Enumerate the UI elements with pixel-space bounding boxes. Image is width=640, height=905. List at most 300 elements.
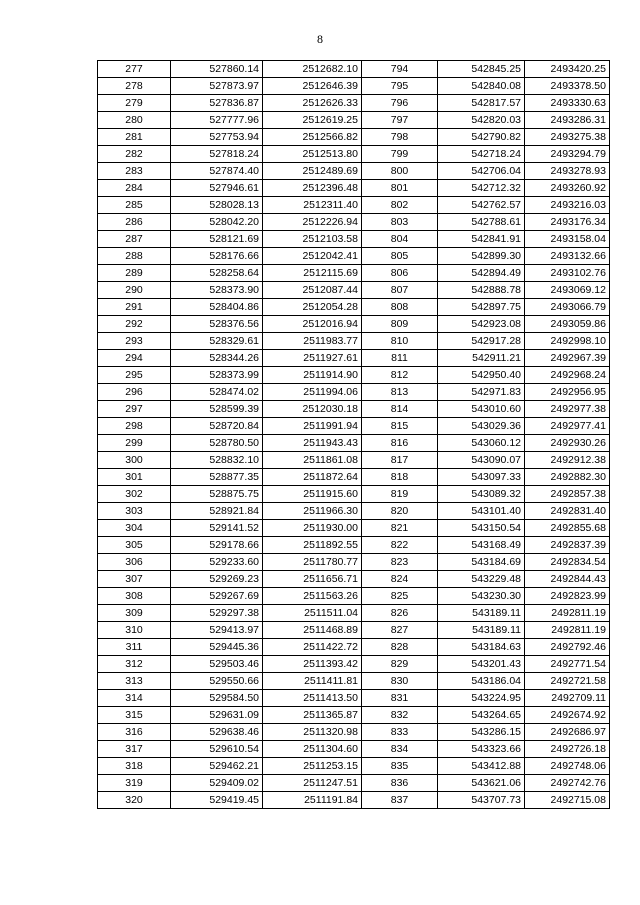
y-coordinate-right-cell: 2492930.26 <box>525 435 610 452</box>
x-coordinate-right-cell: 542923.08 <box>438 316 525 333</box>
x-coordinate-right-cell: 543201.43 <box>438 656 525 673</box>
point-number-left-cell: 302 <box>98 486 171 503</box>
table-row <box>98 673 610 690</box>
point-number-right-cell: 810 <box>362 333 438 350</box>
point-number-right-cell: 818 <box>362 469 438 486</box>
x-coordinate-left-cell: 528344.26 <box>171 350 263 367</box>
y-coordinate-right-cell: 2493260.92 <box>525 180 610 197</box>
y-coordinate-left-cell: 2511780.77 <box>263 554 362 571</box>
point-number-left-cell: 291 <box>98 299 171 316</box>
table-row <box>98 758 610 775</box>
y-coordinate-right-cell: 2493069.12 <box>525 282 610 299</box>
point-number-left-cell: 305 <box>98 537 171 554</box>
y-coordinate-right-cell: 2493294.79 <box>525 146 610 163</box>
point-number-right-cell: 798 <box>362 129 438 146</box>
y-coordinate-right-cell: 2493158.04 <box>525 231 610 248</box>
point-number-left-cell: 289 <box>98 265 171 282</box>
y-coordinate-right-cell: 2493132.66 <box>525 248 610 265</box>
y-coordinate-right-cell: 2493102.76 <box>525 265 610 282</box>
x-coordinate-left-cell: 527818.24 <box>171 146 263 163</box>
table-row <box>98 333 610 350</box>
point-number-right-cell: 799 <box>362 146 438 163</box>
x-coordinate-left-cell: 529638.46 <box>171 724 263 741</box>
x-coordinate-left-cell: 529462.21 <box>171 758 263 775</box>
table-row <box>98 656 610 673</box>
x-coordinate-left-cell: 528832.10 <box>171 452 263 469</box>
table-row <box>98 775 610 792</box>
table-row <box>98 367 610 384</box>
point-number-left-cell: 303 <box>98 503 171 520</box>
point-number-left-cell: 312 <box>98 656 171 673</box>
x-coordinate-left-cell: 528921.84 <box>171 503 263 520</box>
y-coordinate-left-cell: 2511247.51 <box>263 775 362 792</box>
point-number-right-cell: 797 <box>362 112 438 129</box>
x-coordinate-right-cell: 542788.61 <box>438 214 525 231</box>
y-coordinate-left-cell: 2511872.64 <box>263 469 362 486</box>
y-coordinate-left-cell: 2511914.90 <box>263 367 362 384</box>
y-coordinate-left-cell: 2512626.33 <box>263 95 362 112</box>
x-coordinate-right-cell: 543230.30 <box>438 588 525 605</box>
x-coordinate-left-cell: 528599.39 <box>171 401 263 418</box>
x-coordinate-right-cell: 542712.32 <box>438 180 525 197</box>
x-coordinate-right-cell: 543323.66 <box>438 741 525 758</box>
y-coordinate-right-cell: 2492855.68 <box>525 520 610 537</box>
x-coordinate-right-cell: 542971.83 <box>438 384 525 401</box>
x-coordinate-left-cell: 527946.61 <box>171 180 263 197</box>
point-number-left-cell: 299 <box>98 435 171 452</box>
x-coordinate-left-cell: 529419.45 <box>171 792 263 809</box>
point-number-right-cell: 819 <box>362 486 438 503</box>
y-coordinate-right-cell: 2492721.58 <box>525 673 610 690</box>
y-coordinate-right-cell: 2492715.08 <box>525 792 610 809</box>
table-row <box>98 350 610 367</box>
y-coordinate-left-cell: 2511253.15 <box>263 758 362 775</box>
table-row <box>98 231 610 248</box>
point-number-right-cell: 809 <box>362 316 438 333</box>
point-number-left-cell: 281 <box>98 129 171 146</box>
point-number-left-cell: 295 <box>98 367 171 384</box>
point-number-right-cell: 800 <box>362 163 438 180</box>
x-coordinate-left-cell: 529631.09 <box>171 707 263 724</box>
x-coordinate-right-cell: 543168.49 <box>438 537 525 554</box>
table-row <box>98 180 610 197</box>
x-coordinate-left-cell: 528028.13 <box>171 197 263 214</box>
table-row <box>98 792 610 809</box>
x-coordinate-left-cell: 528404.86 <box>171 299 263 316</box>
table-row <box>98 214 610 231</box>
point-number-right-cell: 817 <box>362 452 438 469</box>
y-coordinate-left-cell: 2511393.42 <box>263 656 362 673</box>
y-coordinate-right-cell: 2492748.06 <box>525 758 610 775</box>
point-number-left-cell: 320 <box>98 792 171 809</box>
table-row <box>98 486 610 503</box>
point-number-left-cell: 301 <box>98 469 171 486</box>
point-number-right-cell: 823 <box>362 554 438 571</box>
y-coordinate-right-cell: 2492686.97 <box>525 724 610 741</box>
point-number-left-cell: 283 <box>98 163 171 180</box>
x-coordinate-left-cell: 528875.75 <box>171 486 263 503</box>
y-coordinate-right-cell: 2493278.93 <box>525 163 610 180</box>
y-coordinate-right-cell: 2492811.19 <box>525 605 610 622</box>
x-coordinate-left-cell: 529178.66 <box>171 537 263 554</box>
point-number-right-cell: 806 <box>362 265 438 282</box>
x-coordinate-left-cell: 528176.66 <box>171 248 263 265</box>
x-coordinate-right-cell: 542718.24 <box>438 146 525 163</box>
point-number-left-cell: 316 <box>98 724 171 741</box>
x-coordinate-right-cell: 542762.57 <box>438 197 525 214</box>
point-number-left-cell: 310 <box>98 622 171 639</box>
y-coordinate-left-cell: 2511991.94 <box>263 418 362 435</box>
x-coordinate-right-cell: 543089.32 <box>438 486 525 503</box>
y-coordinate-left-cell: 2512115.69 <box>263 265 362 282</box>
x-coordinate-right-cell: 543010.60 <box>438 401 525 418</box>
point-number-right-cell: 796 <box>362 95 438 112</box>
table-row <box>98 503 610 520</box>
x-coordinate-right-cell: 543029.36 <box>438 418 525 435</box>
y-coordinate-right-cell: 2493420.25 <box>525 61 610 78</box>
table-row <box>98 316 610 333</box>
y-coordinate-right-cell: 2493176.34 <box>525 214 610 231</box>
y-coordinate-left-cell: 2511304.60 <box>263 741 362 758</box>
x-coordinate-right-cell: 543150.54 <box>438 520 525 537</box>
point-number-left-cell: 278 <box>98 78 171 95</box>
point-number-right-cell: 830 <box>362 673 438 690</box>
point-number-right-cell: 824 <box>362 571 438 588</box>
point-number-right-cell: 829 <box>362 656 438 673</box>
y-coordinate-left-cell: 2511983.77 <box>263 333 362 350</box>
point-number-right-cell: 815 <box>362 418 438 435</box>
table-row <box>98 452 610 469</box>
y-coordinate-left-cell: 2512103.58 <box>263 231 362 248</box>
x-coordinate-right-cell: 542950.40 <box>438 367 525 384</box>
x-coordinate-left-cell: 528042.20 <box>171 214 263 231</box>
y-coordinate-right-cell: 2492844.43 <box>525 571 610 588</box>
y-coordinate-left-cell: 2512619.25 <box>263 112 362 129</box>
table-row <box>98 282 610 299</box>
y-coordinate-left-cell: 2511511.04 <box>263 605 362 622</box>
point-number-right-cell: 837 <box>362 792 438 809</box>
x-coordinate-right-cell: 543264.65 <box>438 707 525 724</box>
table-row <box>98 197 610 214</box>
table-row <box>98 588 610 605</box>
x-coordinate-right-cell: 542888.78 <box>438 282 525 299</box>
y-coordinate-right-cell: 2492967.39 <box>525 350 610 367</box>
table-row <box>98 163 610 180</box>
x-coordinate-right-cell: 543184.63 <box>438 639 525 656</box>
x-coordinate-left-cell: 529233.60 <box>171 554 263 571</box>
x-coordinate-right-cell: 543186.04 <box>438 673 525 690</box>
x-coordinate-left-cell: 529445.36 <box>171 639 263 656</box>
x-coordinate-left-cell: 527753.94 <box>171 129 263 146</box>
point-number-right-cell: 832 <box>362 707 438 724</box>
table-row <box>98 520 610 537</box>
x-coordinate-right-cell: 543184.69 <box>438 554 525 571</box>
point-number-left-cell: 287 <box>98 231 171 248</box>
y-coordinate-left-cell: 2512566.82 <box>263 129 362 146</box>
x-coordinate-right-cell: 542845.25 <box>438 61 525 78</box>
y-coordinate-left-cell: 2512489.69 <box>263 163 362 180</box>
x-coordinate-left-cell: 527777.96 <box>171 112 263 129</box>
table-row <box>98 299 610 316</box>
y-coordinate-left-cell: 2511413.50 <box>263 690 362 707</box>
point-number-right-cell: 804 <box>362 231 438 248</box>
point-number-right-cell: 811 <box>362 350 438 367</box>
y-coordinate-left-cell: 2511365.87 <box>263 707 362 724</box>
point-number-left-cell: 293 <box>98 333 171 350</box>
x-coordinate-left-cell: 529409.02 <box>171 775 263 792</box>
point-number-left-cell: 277 <box>98 61 171 78</box>
x-coordinate-right-cell: 542706.04 <box>438 163 525 180</box>
x-coordinate-left-cell: 528329.61 <box>171 333 263 350</box>
coordinates-table-body <box>98 61 610 809</box>
point-number-left-cell: 285 <box>98 197 171 214</box>
table-row <box>98 401 610 418</box>
x-coordinate-left-cell: 528474.02 <box>171 384 263 401</box>
table-row <box>98 265 610 282</box>
point-number-left-cell: 311 <box>98 639 171 656</box>
x-coordinate-right-cell: 543189.11 <box>438 622 525 639</box>
y-coordinate-right-cell: 2492771.54 <box>525 656 610 673</box>
y-coordinate-right-cell: 2492823.99 <box>525 588 610 605</box>
point-number-right-cell: 808 <box>362 299 438 316</box>
x-coordinate-left-cell: 528373.99 <box>171 367 263 384</box>
table-row <box>98 384 610 401</box>
point-number-left-cell: 313 <box>98 673 171 690</box>
y-coordinate-right-cell: 2492912.38 <box>525 452 610 469</box>
x-coordinate-left-cell: 528720.84 <box>171 418 263 435</box>
y-coordinate-left-cell: 2511656.71 <box>263 571 362 588</box>
point-number-right-cell: 822 <box>362 537 438 554</box>
point-number-right-cell: 820 <box>362 503 438 520</box>
table-row <box>98 418 610 435</box>
point-number-left-cell: 290 <box>98 282 171 299</box>
y-coordinate-left-cell: 2512311.40 <box>263 197 362 214</box>
point-number-left-cell: 315 <box>98 707 171 724</box>
table-row <box>98 61 610 78</box>
table-row <box>98 129 610 146</box>
x-coordinate-left-cell: 529503.46 <box>171 656 263 673</box>
x-coordinate-left-cell: 527874.40 <box>171 163 263 180</box>
y-coordinate-left-cell: 2511191.84 <box>263 792 362 809</box>
table-row <box>98 537 610 554</box>
coordinates-table <box>97 60 610 809</box>
point-number-left-cell: 296 <box>98 384 171 401</box>
y-coordinate-left-cell: 2511930.00 <box>263 520 362 537</box>
point-number-left-cell: 309 <box>98 605 171 622</box>
y-coordinate-left-cell: 2511966.30 <box>263 503 362 520</box>
y-coordinate-left-cell: 2512646.39 <box>263 78 362 95</box>
point-number-left-cell: 297 <box>98 401 171 418</box>
point-number-left-cell: 318 <box>98 758 171 775</box>
table-row <box>98 554 610 571</box>
y-coordinate-left-cell: 2511915.60 <box>263 486 362 503</box>
y-coordinate-left-cell: 2511861.08 <box>263 452 362 469</box>
point-number-right-cell: 828 <box>362 639 438 656</box>
y-coordinate-left-cell: 2511468.89 <box>263 622 362 639</box>
y-coordinate-right-cell: 2493275.38 <box>525 129 610 146</box>
y-coordinate-right-cell: 2492882.30 <box>525 469 610 486</box>
y-coordinate-right-cell: 2493378.50 <box>525 78 610 95</box>
y-coordinate-right-cell: 2492811.19 <box>525 622 610 639</box>
table-row <box>98 622 610 639</box>
point-number-right-cell: 833 <box>362 724 438 741</box>
point-number-left-cell: 308 <box>98 588 171 605</box>
x-coordinate-right-cell: 543189.11 <box>438 605 525 622</box>
point-number-left-cell: 280 <box>98 112 171 129</box>
y-coordinate-left-cell: 2512682.10 <box>263 61 362 78</box>
y-coordinate-right-cell: 2493066.79 <box>525 299 610 316</box>
x-coordinate-left-cell: 529141.52 <box>171 520 263 537</box>
x-coordinate-left-cell: 527836.87 <box>171 95 263 112</box>
x-coordinate-left-cell: 529297.38 <box>171 605 263 622</box>
point-number-left-cell: 279 <box>98 95 171 112</box>
point-number-right-cell: 801 <box>362 180 438 197</box>
x-coordinate-left-cell: 528373.90 <box>171 282 263 299</box>
y-coordinate-right-cell: 2492837.39 <box>525 537 610 554</box>
x-coordinate-left-cell: 529584.50 <box>171 690 263 707</box>
point-number-right-cell: 821 <box>362 520 438 537</box>
table-row <box>98 741 610 758</box>
x-coordinate-left-cell: 529267.69 <box>171 588 263 605</box>
point-number-right-cell: 802 <box>362 197 438 214</box>
x-coordinate-right-cell: 542911.21 <box>438 350 525 367</box>
point-number-right-cell: 803 <box>362 214 438 231</box>
x-coordinate-right-cell: 543412.88 <box>438 758 525 775</box>
table-row <box>98 78 610 95</box>
y-coordinate-left-cell: 2511422.72 <box>263 639 362 656</box>
point-number-right-cell: 812 <box>362 367 438 384</box>
x-coordinate-right-cell: 542841.91 <box>438 231 525 248</box>
x-coordinate-right-cell: 543090.07 <box>438 452 525 469</box>
y-coordinate-right-cell: 2492674.92 <box>525 707 610 724</box>
point-number-left-cell: 319 <box>98 775 171 792</box>
x-coordinate-right-cell: 543707.73 <box>438 792 525 809</box>
point-number-right-cell: 835 <box>362 758 438 775</box>
x-coordinate-right-cell: 542820.03 <box>438 112 525 129</box>
point-number-right-cell: 834 <box>362 741 438 758</box>
y-coordinate-right-cell: 2492977.38 <box>525 401 610 418</box>
point-number-left-cell: 294 <box>98 350 171 367</box>
x-coordinate-left-cell: 528121.69 <box>171 231 263 248</box>
point-number-left-cell: 304 <box>98 520 171 537</box>
y-coordinate-right-cell: 2492857.38 <box>525 486 610 503</box>
point-number-right-cell: 794 <box>362 61 438 78</box>
x-coordinate-right-cell: 542817.57 <box>438 95 525 112</box>
table-row <box>98 95 610 112</box>
point-number-left-cell: 317 <box>98 741 171 758</box>
point-number-left-cell: 286 <box>98 214 171 231</box>
x-coordinate-right-cell: 542894.49 <box>438 265 525 282</box>
y-coordinate-left-cell: 2511927.61 <box>263 350 362 367</box>
point-number-left-cell: 282 <box>98 146 171 163</box>
point-number-left-cell: 298 <box>98 418 171 435</box>
point-number-right-cell: 836 <box>362 775 438 792</box>
x-coordinate-right-cell: 543060.12 <box>438 435 525 452</box>
x-coordinate-left-cell: 528376.56 <box>171 316 263 333</box>
y-coordinate-left-cell: 2512016.94 <box>263 316 362 333</box>
y-coordinate-left-cell: 2511563.26 <box>263 588 362 605</box>
table-row <box>98 639 610 656</box>
point-number-left-cell: 284 <box>98 180 171 197</box>
y-coordinate-right-cell: 2492968.24 <box>525 367 610 384</box>
point-number-right-cell: 826 <box>362 605 438 622</box>
point-number-left-cell: 292 <box>98 316 171 333</box>
y-coordinate-right-cell: 2492956.95 <box>525 384 610 401</box>
point-number-right-cell: 805 <box>362 248 438 265</box>
y-coordinate-left-cell: 2511892.55 <box>263 537 362 554</box>
x-coordinate-right-cell: 542917.28 <box>438 333 525 350</box>
x-coordinate-right-cell: 542899.30 <box>438 248 525 265</box>
x-coordinate-right-cell: 542790.82 <box>438 129 525 146</box>
y-coordinate-right-cell: 2492792.46 <box>525 639 610 656</box>
x-coordinate-right-cell: 543286.15 <box>438 724 525 741</box>
x-coordinate-right-cell: 542897.75 <box>438 299 525 316</box>
point-number-right-cell: 807 <box>362 282 438 299</box>
table-row <box>98 435 610 452</box>
y-coordinate-right-cell: 2492726.18 <box>525 741 610 758</box>
x-coordinate-left-cell: 529610.54 <box>171 741 263 758</box>
y-coordinate-right-cell: 2492831.40 <box>525 503 610 520</box>
x-coordinate-right-cell: 543224.95 <box>438 690 525 707</box>
y-coordinate-left-cell: 2511411.81 <box>263 673 362 690</box>
table-row <box>98 571 610 588</box>
x-coordinate-left-cell: 529269.23 <box>171 571 263 588</box>
y-coordinate-right-cell: 2492834.54 <box>525 554 610 571</box>
table-row <box>98 690 610 707</box>
x-coordinate-left-cell: 528877.35 <box>171 469 263 486</box>
point-number-right-cell: 816 <box>362 435 438 452</box>
x-coordinate-right-cell: 543621.06 <box>438 775 525 792</box>
table-row <box>98 248 610 265</box>
point-number-left-cell: 314 <box>98 690 171 707</box>
x-coordinate-left-cell: 528258.64 <box>171 265 263 282</box>
x-coordinate-left-cell: 529413.97 <box>171 622 263 639</box>
y-coordinate-left-cell: 2512042.41 <box>263 248 362 265</box>
y-coordinate-left-cell: 2511320.98 <box>263 724 362 741</box>
y-coordinate-left-cell: 2512513.80 <box>263 146 362 163</box>
y-coordinate-left-cell: 2512396.48 <box>263 180 362 197</box>
y-coordinate-right-cell: 2492998.10 <box>525 333 610 350</box>
y-coordinate-right-cell: 2492977.41 <box>525 418 610 435</box>
point-number-left-cell: 300 <box>98 452 171 469</box>
table-row <box>98 724 610 741</box>
table-row <box>98 146 610 163</box>
x-coordinate-right-cell: 543229.48 <box>438 571 525 588</box>
y-coordinate-left-cell: 2512087.44 <box>263 282 362 299</box>
x-coordinate-left-cell: 527873.97 <box>171 78 263 95</box>
y-coordinate-left-cell: 2511943.43 <box>263 435 362 452</box>
y-coordinate-right-cell: 2493059.86 <box>525 316 610 333</box>
x-coordinate-left-cell: 529550.66 <box>171 673 263 690</box>
y-coordinate-right-cell: 2493216.03 <box>525 197 610 214</box>
point-number-right-cell: 795 <box>362 78 438 95</box>
table-row <box>98 469 610 486</box>
y-coordinate-right-cell: 2493330.63 <box>525 95 610 112</box>
table-row <box>98 112 610 129</box>
page-number: 8 <box>317 32 323 46</box>
point-number-left-cell: 307 <box>98 571 171 588</box>
y-coordinate-left-cell: 2512054.28 <box>263 299 362 316</box>
point-number-left-cell: 288 <box>98 248 171 265</box>
point-number-right-cell: 827 <box>362 622 438 639</box>
point-number-right-cell: 831 <box>362 690 438 707</box>
point-number-right-cell: 825 <box>362 588 438 605</box>
point-number-left-cell: 306 <box>98 554 171 571</box>
y-coordinate-left-cell: 2511994.06 <box>263 384 362 401</box>
y-coordinate-right-cell: 2493286.31 <box>525 112 610 129</box>
x-coordinate-right-cell: 543101.40 <box>438 503 525 520</box>
y-coordinate-right-cell: 2492709.11 <box>525 690 610 707</box>
